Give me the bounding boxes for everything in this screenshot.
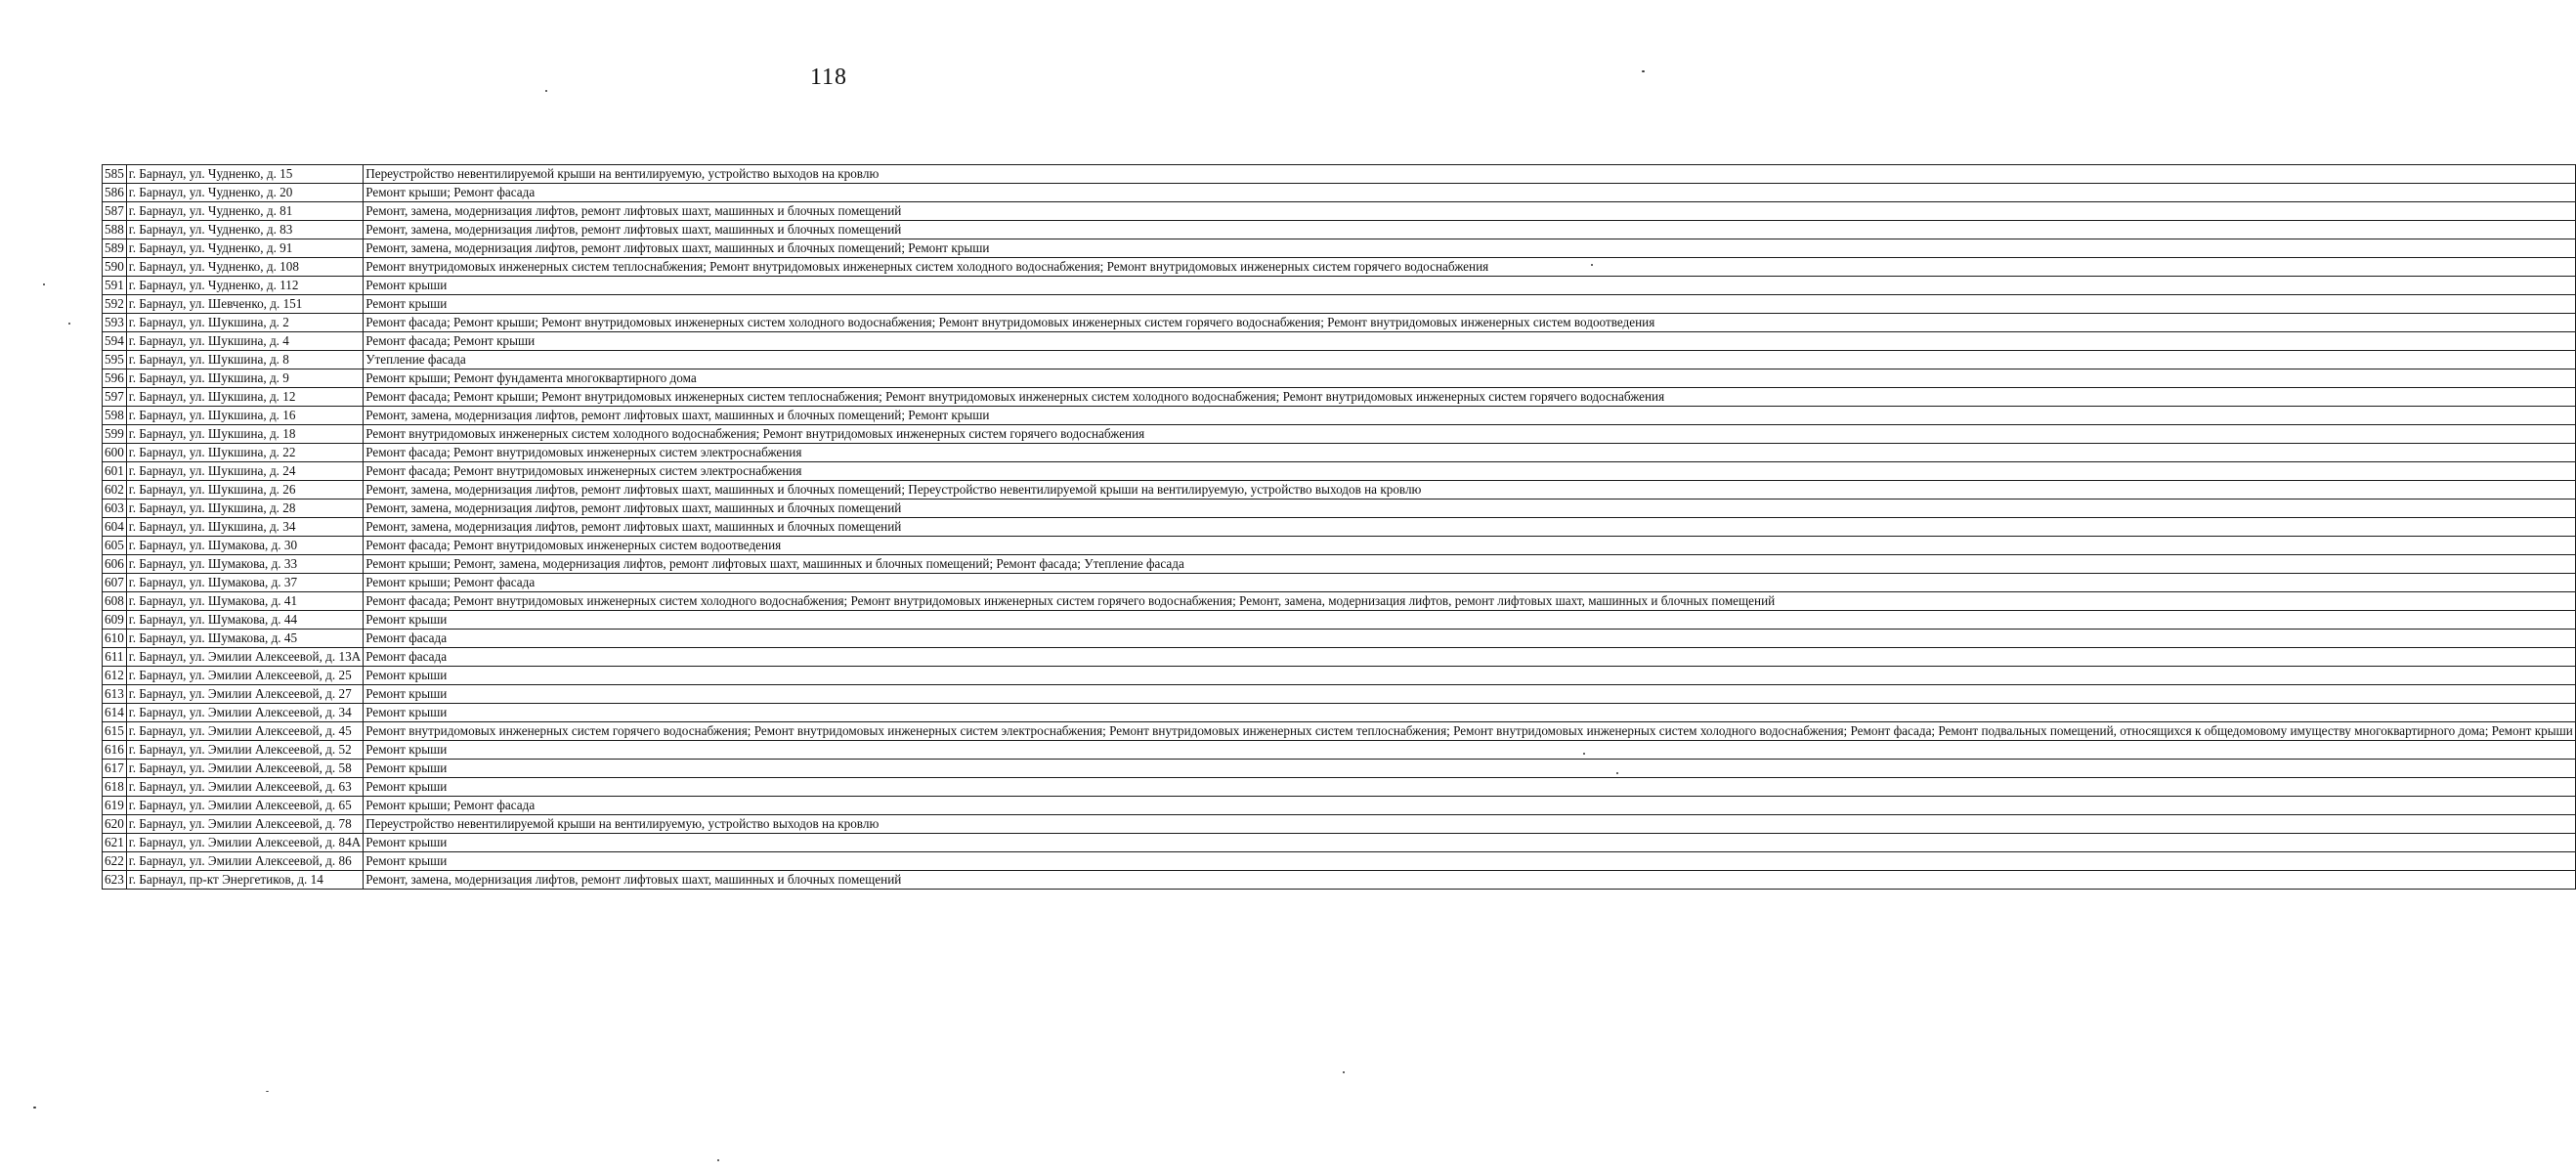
work-types-cell: Ремонт, замена, модернизация лифтов, ремонт лифтовых шахт, машинных и блочных помещений; Ремонт крыши xyxy=(364,407,2576,425)
address-cell: г. Барнаул, пр-кт Энергетиков, д. 14 xyxy=(126,871,363,890)
address-cell: г. Барнаул, ул. Эмилии Алексеевой, д. 45 xyxy=(126,722,363,741)
table-row xyxy=(103,797,2576,815)
row-number-cell: 618 xyxy=(103,778,127,797)
work-types-cell: Ремонт крыши xyxy=(364,685,2576,704)
scan-speck xyxy=(1343,1071,1345,1073)
address-cell: г. Барнаул, ул. Чудненко, д. 81 xyxy=(126,202,363,221)
table-row xyxy=(103,555,2576,574)
work-types-cell: Ремонт, замена, модернизация лифтов, ремонт лифтовых шахт, машинных и блочных помещений; Ремонт крыши xyxy=(364,239,2576,258)
row-number-cell: 588 xyxy=(103,221,127,239)
work-types-cell: Ремонт крыши xyxy=(364,852,2576,871)
address-cell: г. Барнаул, ул. Шумакова, д. 33 xyxy=(126,555,363,574)
work-types-cell: Ремонт крыши; Ремонт фасада xyxy=(364,574,2576,592)
row-number-cell: 599 xyxy=(103,425,127,444)
work-types-cell: Ремонт крыши xyxy=(364,295,2576,314)
row-number-cell: 605 xyxy=(103,537,127,555)
row-number-cell: 616 xyxy=(103,741,127,760)
table-row xyxy=(103,462,2576,481)
table-row xyxy=(103,184,2576,202)
scan-speck xyxy=(266,1091,269,1092)
table-row xyxy=(103,388,2576,407)
row-number-cell: 623 xyxy=(103,871,127,890)
row-number-cell: 603 xyxy=(103,500,127,518)
address-cell: г. Барнаул, ул. Шумакова, д. 45 xyxy=(126,630,363,648)
row-number-cell: 612 xyxy=(103,667,127,685)
work-types-cell: Ремонт крыши; Ремонт, замена, модернизация лифтов, ремонт лифтовых шахт, машинных и блочных помещений; Ремонт фасада; Утепление фасада xyxy=(364,555,2576,574)
address-cell: г. Барнаул, ул. Шумакова, д. 37 xyxy=(126,574,363,592)
row-number-cell: 602 xyxy=(103,481,127,500)
scan-speck xyxy=(43,283,45,285)
scan-speck xyxy=(545,90,547,92)
row-number-cell: 604 xyxy=(103,518,127,537)
work-types-cell: Ремонт крыши xyxy=(364,834,2576,852)
row-number-cell: 589 xyxy=(103,239,127,258)
row-number-cell: 596 xyxy=(103,369,127,388)
row-number-cell: 607 xyxy=(103,574,127,592)
address-cell: г. Барнаул, ул. Шукшина, д. 22 xyxy=(126,444,363,462)
work-types-cell: Ремонт фасада; Ремонт крыши xyxy=(364,332,2576,351)
table-row xyxy=(103,518,2576,537)
row-number-cell: 622 xyxy=(103,852,127,871)
row-number-cell: 619 xyxy=(103,797,127,815)
work-types-cell: Ремонт крыши; Ремонт фасада xyxy=(364,797,2576,815)
work-types-cell: Переустройство невентилируемой крыши на вентилируемую, устройство выходов на кровлю xyxy=(364,165,2576,184)
address-cell: г. Барнаул, ул. Шумакова, д. 30 xyxy=(126,537,363,555)
address-cell: г. Барнаул, ул. Эмилии Алексеевой, д. 63 xyxy=(126,778,363,797)
row-number-cell: 620 xyxy=(103,815,127,834)
table-row xyxy=(103,258,2576,277)
address-cell: г. Барнаул, ул. Эмилии Алексеевой, д. 78 xyxy=(126,815,363,834)
address-cell: г. Барнаул, ул. Чудненко, д. 108 xyxy=(126,258,363,277)
row-number-cell: 597 xyxy=(103,388,127,407)
row-number-cell: 617 xyxy=(103,760,127,778)
work-types-cell: Ремонт внутридомовых инженерных систем теплоснабжения; Ремонт внутридомовых инженерных систем холодного водоснабжения; Ремонт внутридомовых инженерных систем горячего водоснабжения xyxy=(364,258,2576,277)
address-cell: г. Барнаул, ул. Чудненко, д. 15 xyxy=(126,165,363,184)
row-number-cell: 600 xyxy=(103,444,127,462)
address-cell: г. Барнаул, ул. Эмилии Алексеевой, д. 13А xyxy=(126,648,363,667)
row-number-cell: 593 xyxy=(103,314,127,332)
address-cell: г. Барнаул, ул. Эмилии Алексеевой, д. 65 xyxy=(126,797,363,815)
work-types-cell: Ремонт фасада xyxy=(364,648,2576,667)
work-types-cell: Ремонт крыши xyxy=(364,760,2576,778)
work-types-cell: Ремонт, замена, модернизация лифтов, ремонт лифтовых шахт, машинных и блочных помещений xyxy=(364,202,2576,221)
address-cell: г. Барнаул, ул. Эмилии Алексеевой, д. 27 xyxy=(126,685,363,704)
work-types-cell: Ремонт фасада; Ремонт внутридомовых инженерных систем электроснабжения xyxy=(364,444,2576,462)
address-cell: г. Барнаул, ул. Шукшина, д. 16 xyxy=(126,407,363,425)
table-row xyxy=(103,221,2576,239)
address-cell: г. Барнаул, ул. Чудненко, д. 91 xyxy=(126,239,363,258)
work-types-cell: Ремонт крыши xyxy=(364,704,2576,722)
work-types-cell: Ремонт внутридомовых инженерных систем холодного водоснабжения; Ремонт внутридомовых инженерных систем горячего водоснабжения xyxy=(364,425,2576,444)
work-types-cell: Ремонт крыши; Ремонт фундамента многоквартирного дома xyxy=(364,369,2576,388)
table-row xyxy=(103,630,2576,648)
table-row xyxy=(103,277,2576,295)
scan-speck xyxy=(1616,772,1618,774)
row-number-cell: 587 xyxy=(103,202,127,221)
table-row xyxy=(103,592,2576,611)
row-number-cell: 601 xyxy=(103,462,127,481)
work-types-cell: Ремонт фасада; Ремонт внутридомовых инженерных систем электроснабжения xyxy=(364,462,2576,481)
table-row xyxy=(103,500,2576,518)
work-types-cell: Ремонт крыши xyxy=(364,741,2576,760)
work-types-cell: Ремонт фасада; Ремонт внутридомовых инженерных систем холодного водоснабжения; Ремонт внутридомовых инженерных систем горячего водоснабжения; Ремонт, замена, модернизация лифтов, ремонт лифтовых шахт, машинных и блочных помещений xyxy=(364,592,2576,611)
row-number-cell: 613 xyxy=(103,685,127,704)
table-row xyxy=(103,778,2576,797)
row-number-cell: 586 xyxy=(103,184,127,202)
address-cell: г. Барнаул, ул. Шукшина, д. 8 xyxy=(126,351,363,369)
row-number-cell: 621 xyxy=(103,834,127,852)
table-row xyxy=(103,351,2576,369)
address-cell: г. Барнаул, ул. Эмилии Алексеевой, д. 25 xyxy=(126,667,363,685)
work-types-cell: Ремонт фасада; Ремонт внутридомовых инженерных систем водоотведения xyxy=(364,537,2576,555)
row-number-cell: 615 xyxy=(103,722,127,741)
work-types-cell: Ремонт, замена, модернизация лифтов, ремонт лифтовых шахт, машинных и блочных помещений; Переустройство невентилируемой крыши на вентилируемую, устройство выходов на кровлю xyxy=(364,481,2576,500)
row-number-cell: 614 xyxy=(103,704,127,722)
table-row xyxy=(103,295,2576,314)
table-row xyxy=(103,481,2576,500)
table-row xyxy=(103,685,2576,704)
registry-table-body xyxy=(103,165,2576,890)
row-number-cell: 591 xyxy=(103,277,127,295)
table-row xyxy=(103,667,2576,685)
row-number-cell: 609 xyxy=(103,611,127,630)
page-number: 118 xyxy=(809,65,848,90)
work-types-cell: Ремонт, замена, модернизация лифтов, ремонт лифтовых шахт, машинных и блочных помещений xyxy=(364,871,2576,890)
address-cell: г. Барнаул, ул. Шукшина, д. 18 xyxy=(126,425,363,444)
table-row xyxy=(103,239,2576,258)
row-number-cell: 611 xyxy=(103,648,127,667)
work-types-cell: Ремонт, замена, модернизация лифтов, ремонт лифтовых шахт, машинных и блочных помещений xyxy=(364,518,2576,537)
work-types-cell: Утепление фасада xyxy=(364,351,2576,369)
work-types-cell: Ремонт фасада; Ремонт крыши; Ремонт внутридомовых инженерных систем теплоснабжения; Ремонт внутридомовых инженерных систем холодного водоснабжения; Ремонт внутридомовых инженерных систем горячего водоснабжения xyxy=(364,388,2576,407)
row-number-cell: 594 xyxy=(103,332,127,351)
address-cell: г. Барнаул, ул. Шукшина, д. 24 xyxy=(126,462,363,481)
table-row xyxy=(103,444,2576,462)
address-cell: г. Барнаул, ул. Шукшина, д. 26 xyxy=(126,481,363,500)
scan-speck xyxy=(1591,264,1593,266)
address-cell: г. Барнаул, ул. Чудненко, д. 112 xyxy=(126,277,363,295)
row-number-cell: 590 xyxy=(103,258,127,277)
table-row xyxy=(103,741,2576,760)
table-row xyxy=(103,314,2576,332)
address-cell: г. Барнаул, ул. Эмилии Алексеевой, д. 86 xyxy=(126,852,363,871)
table-row xyxy=(103,704,2576,722)
address-cell: г. Барнаул, ул. Шукшина, д. 9 xyxy=(126,369,363,388)
row-number-cell: 608 xyxy=(103,592,127,611)
table-row xyxy=(103,648,2576,667)
work-types-cell: Ремонт крыши xyxy=(364,778,2576,797)
work-types-cell: Переустройство невентилируемой крыши на вентилируемую, устройство выходов на кровлю xyxy=(364,815,2576,834)
scan-speck xyxy=(33,1107,36,1108)
table-row xyxy=(103,815,2576,834)
table-row xyxy=(103,722,2576,741)
table-row xyxy=(103,834,2576,852)
work-types-cell: Ремонт внутридомовых инженерных систем горячего водоснабжения; Ремонт внутридомовых инженерных систем электроснабжения; Ремонт внутридомовых инженерных систем теплоснабжения; Ремонт внутридомовых инженерных систем холодного водоснабжения; Ремонт фасада; Ремонт подвальных помещений, относящихся к общедомовому имуществу многоквартирного дома; Ремонт крыши xyxy=(364,722,2576,741)
address-cell: г. Барнаул, ул. Чудненко, д. 83 xyxy=(126,221,363,239)
row-number-cell: 585 xyxy=(103,165,127,184)
row-number-cell: 592 xyxy=(103,295,127,314)
address-cell: г. Барнаул, ул. Шумакова, д. 44 xyxy=(126,611,363,630)
address-cell: г. Барнаул, ул. Эмилии Алексеевой, д. 58 xyxy=(126,760,363,778)
address-cell: г. Барнаул, ул. Шукшина, д. 12 xyxy=(126,388,363,407)
address-cell: г. Барнаул, ул. Эмилии Алексеевой, д. 84А xyxy=(126,834,363,852)
table-row xyxy=(103,165,2576,184)
scan-speck xyxy=(1583,753,1585,755)
repair-registry-table xyxy=(102,164,2576,890)
table-row xyxy=(103,871,2576,890)
work-types-cell: Ремонт фасада; Ремонт крыши; Ремонт внутридомовых инженерных систем холодного водоснабжения; Ремонт внутридомовых инженерных систем горячего водоснабжения; Ремонт внутридомовых инженерных систем водоотведения xyxy=(364,314,2576,332)
work-types-cell: Ремонт крыши xyxy=(364,667,2576,685)
address-cell: г. Барнаул, ул. Эмилии Алексеевой, д. 52 xyxy=(126,741,363,760)
address-cell: г. Барнаул, ул. Шевченко, д. 151 xyxy=(126,295,363,314)
table-row xyxy=(103,369,2576,388)
table-row xyxy=(103,425,2576,444)
table-row xyxy=(103,611,2576,630)
table-row xyxy=(103,332,2576,351)
address-cell: г. Барнаул, ул. Шукшина, д. 28 xyxy=(126,500,363,518)
scan-speck xyxy=(1642,70,1645,72)
table-row xyxy=(103,537,2576,555)
work-types-cell: Ремонт, замена, модернизация лифтов, ремонт лифтовых шахт, машинных и блочных помещений xyxy=(364,500,2576,518)
address-cell: г. Барнаул, ул. Шукшина, д. 4 xyxy=(126,332,363,351)
table-row xyxy=(103,574,2576,592)
scan-speck xyxy=(68,323,70,325)
scan-speck xyxy=(717,1159,719,1161)
table-row xyxy=(103,202,2576,221)
work-types-cell: Ремонт, замена, модернизация лифтов, ремонт лифтовых шахт, машинных и блочных помещений xyxy=(364,221,2576,239)
work-types-cell: Ремонт фасада xyxy=(364,630,2576,648)
address-cell: г. Барнаул, ул. Шукшина, д. 34 xyxy=(126,518,363,537)
table-row xyxy=(103,760,2576,778)
work-types-cell: Ремонт крыши xyxy=(364,611,2576,630)
address-cell: г. Барнаул, ул. Эмилии Алексеевой, д. 34 xyxy=(126,704,363,722)
address-cell: г. Барнаул, ул. Шумакова, д. 41 xyxy=(126,592,363,611)
work-types-cell: Ремонт крыши xyxy=(364,277,2576,295)
row-number-cell: 595 xyxy=(103,351,127,369)
row-number-cell: 598 xyxy=(103,407,127,425)
row-number-cell: 610 xyxy=(103,630,127,648)
address-cell: г. Барнаул, ул. Чудненко, д. 20 xyxy=(126,184,363,202)
table-row xyxy=(103,852,2576,871)
work-types-cell: Ремонт крыши; Ремонт фасада xyxy=(364,184,2576,202)
row-number-cell: 606 xyxy=(103,555,127,574)
address-cell: г. Барнаул, ул. Шукшина, д. 2 xyxy=(126,314,363,332)
table-row xyxy=(103,407,2576,425)
